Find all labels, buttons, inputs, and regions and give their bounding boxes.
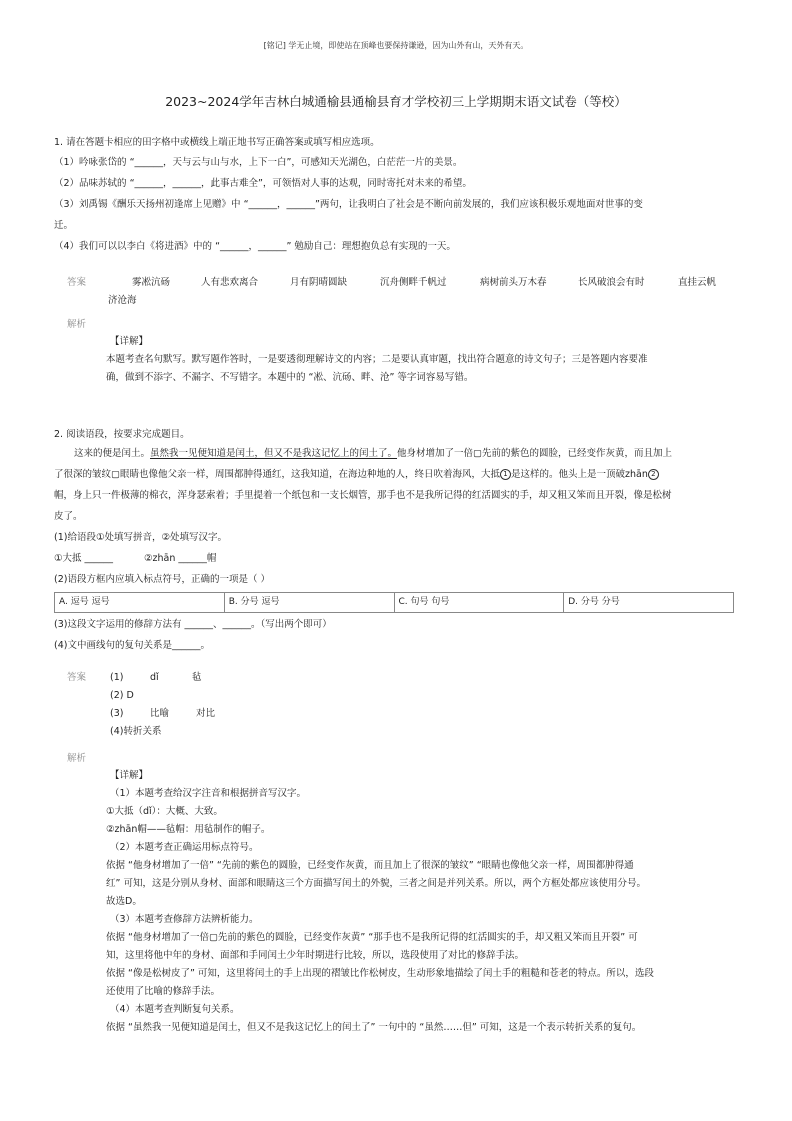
q2-passage-intro: 这来的便是闰土。	[74, 448, 151, 459]
q2-sub3: (3)这段文字运用的修辞方法有 ______、______。（写出两个即可）	[54, 619, 332, 630]
q2-stem: 2. 阅读语段，按要求完成题目。	[54, 429, 190, 440]
q2-sub1-blank-b: ②zhān ______帽	[144, 553, 217, 564]
marker-1-icon: 1	[500, 469, 511, 480]
q2-sub1-blank-a: ①大抵 ______	[54, 553, 114, 564]
q2-detail-label: 【详解】	[110, 770, 149, 781]
q1-answer-4: 沉舟侧畔千帆过	[380, 277, 447, 288]
q2-passage-line-2	[54, 468, 659, 482]
q2-detail-line-10: 知，这里将他中年的身材、面部和手同闰土少年时期进行比较，所以，选段使用了对比的修辞手法。	[106, 950, 525, 961]
q1-item-3: （3）刘禹锡《酬乐天扬州初逢席上见赠》中 “______，______”两句，让我明白了社会是不断向前发展的，我们应该积极乐观地面对世事的变	[54, 199, 643, 210]
q2-detail-line-12: 还使用了比喻的修辞手法。	[106, 986, 221, 997]
q1-detail-line-1: 本题考查名句默写。默写题作答时，一是要透彻理解诗文的内容；二是要认真审题，找出符合题意的诗文句子；三是答题内容要准	[106, 354, 648, 365]
q1-item-2: （2）品味苏轼的 “______，______，此事古难全”，可领悟对人事的达观，同时寄托对未来的希望。	[54, 178, 472, 189]
q1-answer-3: 月有阴晴圆缺	[290, 277, 348, 288]
option-b[interactable]: B. 分号 逗号	[225, 593, 395, 612]
q1-answer-7-cont: 济沧海	[108, 295, 137, 306]
q2-answer-4: (4)转折关系	[110, 726, 162, 737]
q2-detail-line-9: 依据 “他身材增加了一倍▢先前的紫色的圆脸，已经变作灰黄” “那手也不是我所记得的红活圆实的手，却又粗又笨而且开裂” 可	[106, 932, 638, 943]
q2-answer-2: (2) D	[110, 690, 134, 701]
q1-item-3-cont: 迁。	[54, 220, 74, 231]
q2-passage-line-3: 帽，身上只一件极薄的棉衣，浑身瑟索着；手里提着一个纸包和一支长烟管，那手也不是我所记得的红活圆实的手，却又粗又笨而且开裂，像是松树	[54, 490, 672, 501]
q2-sub1: (1)给语段①处填写拼音，②处填写汉字。	[54, 532, 227, 543]
q1-answer-5: 病树前头万木春	[480, 277, 547, 288]
q2-detail-line-6: 红” 可知，这是分别从身材、面部和眼睛这三个方面描写闰土的外貌，三者之间是并列关系。所以，两个方框处都应该使用分号。	[106, 878, 646, 889]
q1-answer-2: 人有悲欢离合	[201, 277, 259, 288]
header-motto: [铭记] 学无止境，即使站在顶峰也要保持谦逊，因为山外有山，天外有天。	[263, 41, 529, 50]
q2-detail-line-13: （4）本题考查判断复句关系。	[110, 1004, 240, 1015]
q2-detail-line-2: ①大抵（dǐ）：大概、大致。	[106, 806, 223, 817]
q2-answer-1-char: 毡	[192, 672, 202, 683]
option-c[interactable]: C. 句号 句号	[395, 593, 565, 612]
q1-detail-line-2: 确，做到不添字、不漏字、不写错字。本题中的 “凇、沆砀、畔、沧” 等字词容易写错。	[106, 372, 474, 383]
q2-options-table	[54, 592, 734, 613]
q2-answer-3-a: 比喻	[150, 708, 170, 719]
q2-detail-line-3: ②zhān帽——毡帽：用毡制作的帽子。	[106, 824, 271, 835]
q2-passage-text-b: 是这样的。他头上是一顶破zhān	[510, 469, 648, 480]
q2-passage-text: 了很深的皱纹▢眼睛也像他父亲一样，周围都肿得通红，这我知道，在海边种地的人，终日吹着海风，大抵	[54, 469, 500, 480]
q2-detail-line-11: 依据 “像是松树皮了” 可知，这里将闰土的手上出现的褶皱比作松树皮，生动形象地描绘了闰土手的粗糙和苍老的特点。所以，选段	[106, 968, 654, 979]
q1-item-4: （4）我们可以以李白《将进酒》中的 “______，______” 勉励自己：理想抱负总有实现的一天。	[54, 241, 456, 252]
q2-detail-line-8: （3）本题考查修辞方法辨析能力。	[110, 914, 259, 925]
page-title: 2023~2024学年吉林白城通榆县通榆县育才学校初三上学期期末语文试卷（等校）	[165, 94, 627, 109]
q2-passage-line-1	[74, 447, 672, 461]
q2-detail-line-4: （2）本题考查正确运用标点符号。	[110, 842, 259, 853]
q2-detail-line-14: 依据 “虽然我一见便知道是闰土，但又不是我这记忆上的闰土了” 一句中的 “虽然……但” 可知，这是一个表示转折关系的复句。	[106, 1022, 642, 1033]
option-d[interactable]: D. 分号 分号	[568, 597, 620, 607]
q2-answer-label: 答案	[67, 672, 87, 683]
q1-stem: 1. 请在答题卡相应的田字格中或横线上端正地书写正确答案或填写相应选项。	[54, 137, 380, 148]
q1-answer-6: 长风破浪会有时	[578, 277, 645, 288]
q1-item-1: （1）吟咏张岱的 “______，天与云与山与水，上下一白”，可感知天光湖色，白茫茫一片的美景。	[54, 157, 463, 168]
q2-sub4: (4)文中画线句的复句关系是______。	[54, 640, 210, 651]
q2-detail-line-7: 故选D。	[106, 896, 142, 907]
q2-analysis-label: 解析	[67, 753, 87, 764]
q1-answer-label: 答案	[67, 277, 87, 288]
q2-passage-line-4: 皮了。	[54, 511, 83, 522]
option-a[interactable]: A. 逗号 逗号	[55, 593, 225, 612]
q2-sub2: (2)语段方框内应填入标点符号，正确的一项是（ ）	[54, 574, 270, 585]
q1-analysis-label: 解析	[67, 319, 87, 330]
q2-passage-cont: 他身材增加了一倍▢先前的紫色的圆脸，已经变作灰黄，而且加上	[397, 448, 673, 459]
q2-underlined-sentence: 虽然我一见便知道是闰土，但又不是我这记忆上的闰土了。	[150, 448, 398, 459]
q2-answer-3-b: 对比	[196, 708, 216, 719]
q2-answer-1-num: (1)	[110, 672, 124, 683]
q1-answer-7: 直挂云帆	[678, 277, 717, 288]
q2-detail-line-1: （1）本题考查给汉字注音和根据拼音写汉字。	[110, 788, 307, 799]
q2-answer-1-pinyin: dǐ	[150, 672, 159, 683]
q2-detail-line-5: 依据 “他身材增加了一倍” “先前的紫色的圆脸，已经变作灰黄，而且加上了很深的皱纹” “眼睛也像他父亲一样，周围都肿得通	[106, 860, 634, 871]
q1-detail-label: 【详解】	[110, 336, 149, 347]
q2-answer-3-num: (3)	[110, 708, 124, 719]
q1-answer-1: 雾凇沆砀	[132, 277, 171, 288]
marker-2-icon: 2	[648, 469, 659, 480]
